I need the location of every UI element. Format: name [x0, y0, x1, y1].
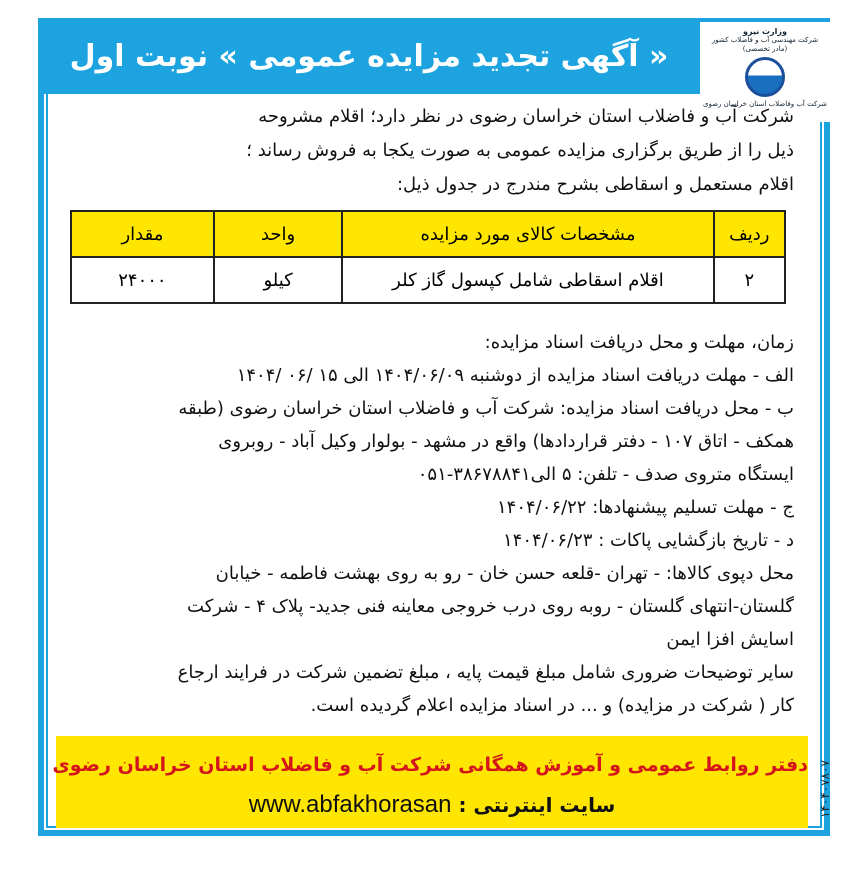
- footer-website: [56, 788, 808, 822]
- intro-line: اقلام مستعمل و اسقاطی بشرح مندرج در جدول ذیل:: [396, 174, 794, 195]
- detail-line: کار ( شرکت در مزایده) و ... در اسناد مزایده اعلام گردیده است.: [310, 695, 794, 716]
- table-row: [71, 257, 785, 303]
- cell-quantity: ۲۴۰۰۰: [71, 257, 214, 303]
- website-label: سایت اینترنتی :: [458, 793, 616, 817]
- table-header-row: [71, 211, 785, 257]
- detail-line: ایستگاه متروی صدف - تلفن: ۵ الی۳۸۶۷۸۸۴۱-۰۵۱: [417, 464, 794, 485]
- detail-line: ب - محل دریافت اسناد مزایده: شرکت آب و فاضلاب استان خراسان رضوی (طبقه: [178, 398, 794, 419]
- detail-line: ج - مهلت تسلیم پیشنهادها: ۱۴۰۴/۰۶/۲۲: [497, 497, 794, 518]
- water-drop-logo-icon: [745, 57, 785, 97]
- ad-code: ۱۴۰۴۰۷۸۰۷: [818, 760, 832, 819]
- logo-line: وزارت نیرو: [743, 27, 787, 36]
- ad-title: « آگهی تجدید مزایده عمومی » نوبت اول: [38, 18, 700, 94]
- detail-line: اسایش افزا ایمن: [666, 629, 794, 650]
- cell-row-number: ۲: [714, 257, 785, 303]
- detail-line: محل دپوی کالاها: - تهران -قلعه حسن خان - رو به روی بهشت فاطمه - خیابان: [215, 563, 794, 584]
- intro-line: ذیل را از طریق برگزاری مزایده عمومی به صورت یکجا به فروش رساند ؛: [246, 140, 794, 161]
- cell-item-description: اقلام اسقاطی شامل کپسول گاز کلر: [342, 257, 713, 303]
- logo-line: شرکت مهندسی آب و فاضلاب کشور: [711, 36, 819, 44]
- detail-line: الف - مهلت دریافت اسناد مزایده از دوشنبه ۱۴۰۴/۰۶/۰۹ الی ۱۵ /۰۶ /۱۴۰۴: [236, 365, 794, 386]
- items-table: [70, 210, 786, 304]
- intro-line: شرکت آب و فاضلاب استان خراسان رضوی در نظر دارد؛ اقلام مشروحه: [258, 106, 794, 127]
- detail-line: سایر توضیحات ضروری شامل مبلغ قیمت پایه ، مبلغ تضمین شرکت در فرایند ارجاع: [177, 662, 794, 683]
- details-text: [52, 326, 794, 722]
- col-header: مشخصات کالای مورد مزایده: [342, 211, 713, 257]
- col-header: واحد: [214, 211, 343, 257]
- cell-unit: کیلو: [214, 257, 343, 303]
- col-header: مقدار: [71, 211, 214, 257]
- footer-banner: [52, 736, 808, 828]
- website-url[interactable]: www.abfakhorasan: [248, 791, 452, 818]
- logo-caption: شرکت آب وفاضلاب استان خراسان رضوی: [702, 100, 828, 108]
- footer-office: دفتر روابط عمومی و آموزش همگانی شرکت آب و فاضلاب استان خراسان رضوی: [52, 754, 808, 776]
- logo-line: (مادر تخصصی): [742, 45, 788, 53]
- detail-line: د - تاریخ بازگشایی پاکات : ۱۴۰۴/۰۶/۲۳: [502, 530, 794, 551]
- detail-line: زمان، مهلت و محل دریافت اسناد مزایده:: [484, 332, 794, 353]
- detail-line: همکف - اتاق ۱۰۷ - دفتر قراردادها) واقع در مشهد - بولوار وکیل آباد - روبروی: [218, 431, 794, 452]
- col-header: ردیف: [714, 211, 785, 257]
- intro-text: [52, 100, 794, 202]
- detail-line: گلستان-انتهای گلستان - روبه روی درب خروجی معاینه فنی جدید- پلاک ۴ - شرکت: [187, 596, 794, 617]
